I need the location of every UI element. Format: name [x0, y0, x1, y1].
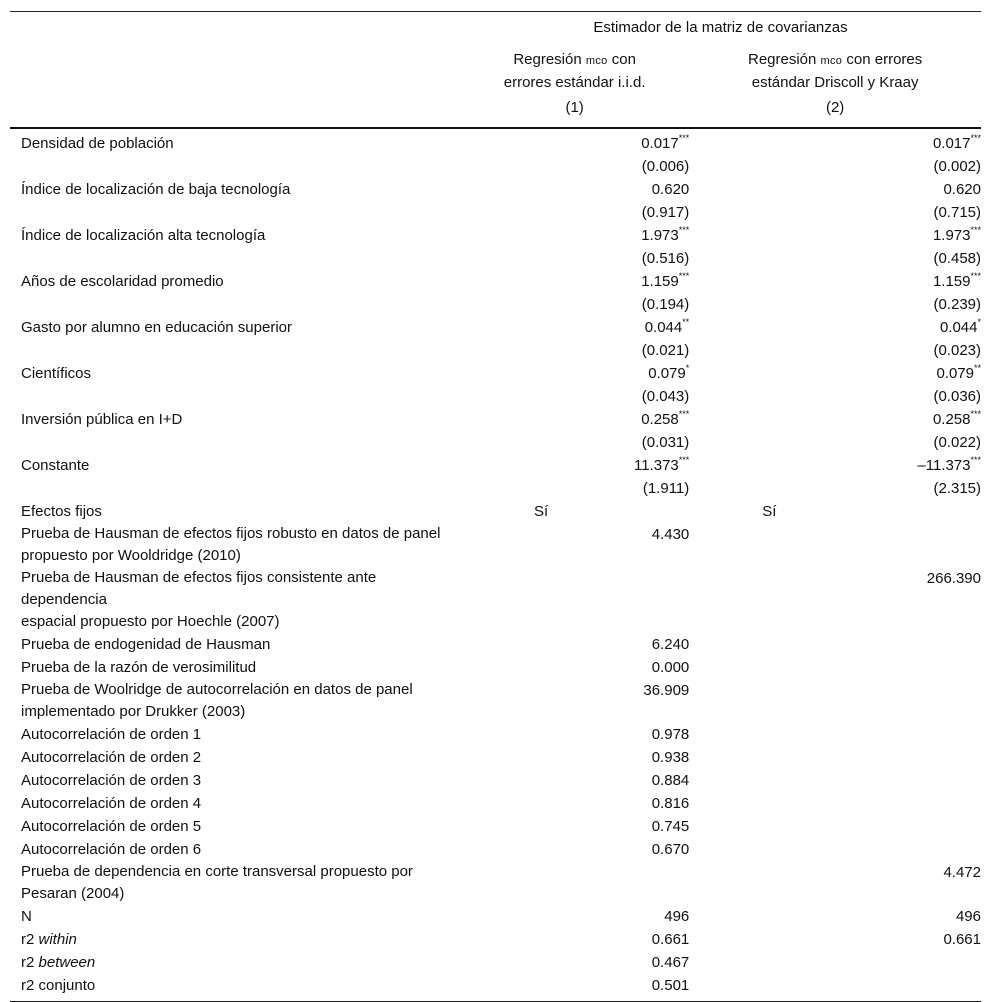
se-col1: (0.006)	[641, 158, 690, 175]
stat-row	[10, 679, 981, 723]
row-label: Densidad de población	[21, 135, 174, 152]
row-label: Autocorrelación de orden 2	[21, 749, 202, 766]
stat-row	[10, 951, 981, 974]
coef-col1: 0.258***	[641, 409, 690, 428]
stat-col1: 0.661	[651, 931, 690, 948]
row-label: Prueba de Hausman de efectos fijos consistente ante dependencia espacial propuesto por Hoechle (2007)	[21, 569, 377, 630]
row-label: r2 within	[21, 931, 77, 948]
stat-col1: Sí	[533, 503, 549, 520]
se-col1: (0.043)	[641, 388, 690, 405]
row-label: Científicos	[21, 365, 92, 382]
stat-col2: 496	[955, 908, 981, 925]
coef-row	[10, 408, 981, 431]
stat-row	[10, 523, 981, 567]
se-col1: (0.917)	[641, 204, 690, 221]
stat-row	[10, 769, 981, 792]
se-col1: (0.194)	[641, 296, 690, 313]
row-label: r2 conjunto	[10, 974, 460, 1002]
se-row	[10, 293, 981, 316]
coef-col1: 11.373***	[633, 455, 690, 474]
stat-col1: 0.816	[651, 795, 690, 812]
se-col2: (0.002)	[933, 158, 981, 175]
coef-row	[10, 270, 981, 293]
se-row	[10, 247, 981, 270]
row-label: Prueba de endogenidad de Hausman	[21, 636, 271, 653]
col1-header: Regresión mco con errores estándar i.i.d.	[503, 51, 646, 91]
se-row	[10, 431, 981, 454]
coef-row	[10, 316, 981, 339]
coef-row	[10, 178, 981, 201]
coef-row	[10, 224, 981, 247]
se-col2: (0.458)	[933, 250, 981, 267]
se-col1: (0.031)	[641, 434, 690, 451]
stat-row	[10, 838, 981, 861]
stat-row	[10, 815, 981, 838]
coef-col1: 0.620	[651, 181, 690, 198]
row-label: Autocorrelación de orden 3	[21, 772, 202, 789]
row-label: Prueba de Hausman de efectos fijos robusto en datos de panel propuesto por Wooldridge (2010)	[21, 525, 441, 564]
row-label: Años de escolaridad promedio	[21, 273, 224, 290]
coef-col1: 1.973***	[641, 225, 690, 244]
se-col2: (2.315)	[933, 480, 981, 497]
row-label: Gasto por alumno en educación superior	[21, 319, 292, 336]
header-columns-row	[10, 49, 981, 99]
row-label: Prueba de Woolridge de autocorrelación en datos de panel implementado por Drukker (2003)	[21, 681, 413, 720]
row-label: Prueba de la razón de verosimilitud	[21, 659, 257, 676]
se-row	[10, 201, 981, 224]
row-label: Autocorrelación de orden 4	[21, 795, 202, 812]
stat-col1: 0.670	[651, 841, 690, 858]
coef-col2: 0.079**	[936, 363, 981, 382]
coef-row	[10, 128, 981, 155]
se-col2: (0.239)	[933, 296, 981, 313]
coef-col2: 1.973***	[932, 225, 981, 244]
stat-row	[10, 905, 981, 928]
regression-table-container	[10, 11, 981, 1002]
stat-row	[10, 567, 981, 633]
coef-row	[10, 454, 981, 477]
stat-col1: 4.430	[651, 526, 690, 543]
coef-col1: 0.079*	[648, 363, 690, 382]
stat-col1: 6.240	[651, 636, 690, 653]
stat-col1: 0.000	[651, 659, 690, 676]
stat-row	[10, 746, 981, 769]
stat-row	[10, 928, 981, 951]
coef-col2: 1.159***	[932, 271, 981, 290]
stat-row	[10, 723, 981, 746]
stat-col1: 0.938	[651, 749, 690, 766]
stat-row	[10, 861, 981, 905]
col1-number: (1)	[565, 99, 584, 116]
header-number-row	[10, 99, 981, 128]
row-label: Índice de localización de baja tecnología	[21, 181, 291, 198]
stat-col1: 0.745	[651, 818, 690, 835]
row-label: Efectos fijos	[21, 503, 102, 520]
stat-col2: Sí	[762, 503, 777, 520]
coef-col1: 0.044**	[644, 317, 690, 336]
stat-row	[10, 656, 981, 679]
spanner-label: Estimador de la matriz de covarianzas	[460, 12, 981, 50]
coef-col1: 1.159***	[641, 271, 690, 290]
se-row	[10, 385, 981, 408]
se-col1: (1.911)	[642, 480, 690, 497]
row-label: Índice de localización alta tecnología	[21, 227, 266, 244]
row-label: Autocorrelación de orden 6	[21, 841, 202, 858]
stat-col2	[689, 523, 981, 567]
se-col2: (0.022)	[933, 434, 981, 451]
stat-col2: 0.661	[943, 931, 981, 948]
row-label: r2 between	[21, 954, 96, 971]
stat-row	[10, 500, 981, 523]
stat-col1: 496	[664, 908, 690, 925]
row-label: Prueba de dependencia en corte transversal propuesto por Pesaran (2004)	[21, 863, 413, 902]
stat-col1: 0.467	[651, 954, 690, 971]
coef-col1: 0.017***	[641, 133, 690, 152]
col2-number: (2)	[825, 99, 845, 116]
row-label: Inversión pública en I+D	[21, 411, 183, 428]
stat-row	[10, 792, 981, 815]
se-row	[10, 477, 981, 500]
se-col2: (0.023)	[933, 342, 981, 359]
stat-col2: 4.472	[943, 864, 981, 881]
row-label: N	[21, 908, 32, 925]
stat-col2: 266.390	[926, 570, 981, 587]
coef-col2: 0.258***	[932, 409, 981, 428]
col2-header: Regresión mco con errores estándar Driscoll y Kraay	[747, 51, 923, 91]
row-label: Autocorrelación de orden 1	[21, 726, 202, 743]
header-spanner-row	[10, 12, 981, 50]
coef-col2: 0.620	[943, 181, 981, 198]
row-label: Constante	[21, 457, 90, 474]
row-label: Autocorrelación de orden 5	[21, 818, 202, 835]
se-col1: (0.021)	[641, 342, 690, 359]
stat-col1: 0.501	[460, 974, 689, 1002]
stat-row	[10, 633, 981, 656]
se-col1: (0.516)	[641, 250, 690, 267]
coef-col2: 0.044*	[939, 317, 981, 336]
se-row	[10, 339, 981, 362]
se-row	[10, 155, 981, 178]
coef-col2: 0.017***	[932, 133, 981, 152]
stat-col1: 0.978	[651, 726, 690, 743]
se-col2: (0.715)	[933, 204, 981, 221]
coef-col2: –11.373***	[917, 455, 981, 474]
se-col2: (0.036)	[933, 388, 981, 405]
regression-table	[10, 11, 981, 1002]
coef-row	[10, 362, 981, 385]
stat-col1: 36.909	[643, 682, 690, 699]
stat-col1	[460, 567, 689, 633]
stat-col1: 0.884	[651, 772, 690, 789]
